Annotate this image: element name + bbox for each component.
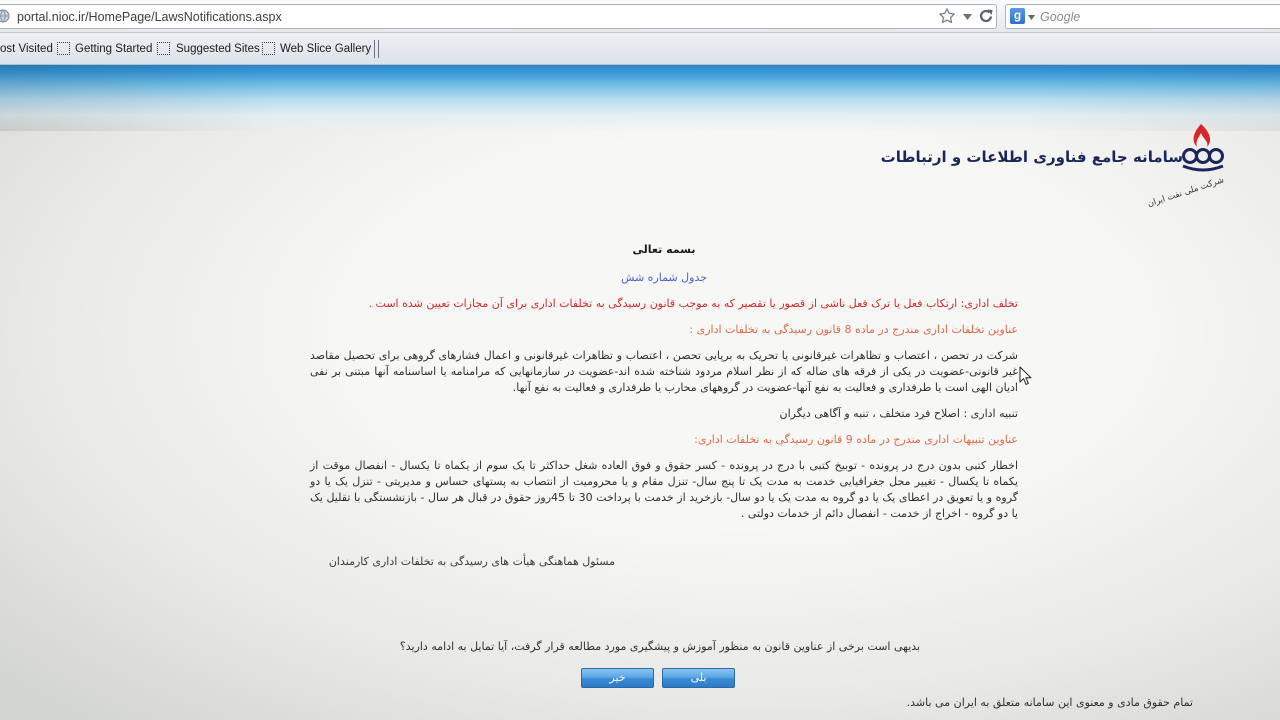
url-input[interactable]: [17, 5, 917, 28]
bookmark-label: ost Visited: [0, 43, 53, 55]
bookmark-label: Web Slice Gallery: [280, 43, 372, 55]
toolbar-separator: [374, 40, 379, 58]
bookmarks-toolbar: [0, 33, 1280, 65]
table-title: جدول شماره شش: [620, 271, 708, 284]
mouse-pointer-icon: [1019, 366, 1032, 386]
bookmark-label: Suggested Sites: [176, 43, 260, 55]
page-icon: [157, 42, 170, 55]
bookmark-label: Getting Started: [75, 43, 153, 55]
address-bar[interactable]: [0, 4, 997, 29]
star-icon[interactable]: [938, 7, 956, 25]
bookmark-most-visited[interactable]: [0, 41, 54, 57]
violations-heading: عناوین تخلفات اداری مندرج در ماده 8 قانون رسیدگی به تخلفات اداری :: [689, 323, 1018, 336]
nioc-flame-icon: [1180, 122, 1226, 178]
globe-icon: [0, 9, 10, 23]
laws-notice: [310, 242, 1018, 522]
punishments-heading: عناوین تنبیهات اداری مندرج در ماده 9 قانون رسیدگی به تخلفات اداری:: [694, 433, 1018, 446]
copyright-footer: تمام حقوق مادی و معنوی این سامانه متعلق به ایران می باشد.: [906, 696, 1193, 709]
yes-button[interactable]: بلی: [662, 668, 735, 688]
punishment-definition: تنبیه اداری : اصلاح فرد متخلف ، تنبه و آگاهی دیگران: [779, 407, 1018, 420]
search-bar[interactable]: [1005, 4, 1280, 29]
chevron-down-icon[interactable]: [963, 14, 972, 20]
navigation-toolbar: [0, 0, 1280, 33]
invocation-text: بسمه تعالی: [632, 243, 696, 256]
reload-icon[interactable]: [978, 8, 994, 24]
header-banner: [0, 65, 1280, 131]
chevron-down-icon[interactable]: [1028, 15, 1035, 20]
company-name: شرکت ملی نفت ایران: [1146, 175, 1226, 210]
system-title: سامانه جامع فناوری اطلاعات و ارتباطات: [880, 148, 1183, 166]
continue-question: بدیهی است برخی از عناوین قانون به منظور آموزش و پیشگیری مورد مطالعه قرار گرفت، آیا تمایل به ادامه دارید؟: [399, 640, 921, 653]
punishments-list: اخطار کتبی بدون درج در پرونده - توبیخ کتبی با درج در پرونده - کسر حقوق و فوق العاده شغل حداکثر تا یک سوم از یکماه تا یکسال - انفصال موقت از یکماه تا یکسال - تغییر محل جغرافیایی خدمت به مدت یک تا پنج سال- تنزل مقام و یا محرومیت از انتصاب به پستهای حساس و مدیریتی - تنزل یک یا دو گروه و یا تعویق در اعطای یک یا دو گروه به مدت یک یا دو سال- بازخرید از خدمت با پرداخت 30 تا 45روز حقوق در قبال هر سال - بازنشستگی با تقلیل یک یا دو گروه - اخراج از خدمت - انفصال دائم از خدمات دولتی .: [310, 459, 1018, 520]
bookmark-suggested-sites[interactable]: [157, 41, 260, 57]
search-engine-icon[interactable]: g: [1010, 8, 1025, 24]
violations-list: شرکت در تحصن ، اعتصاب و تظاهرات غیرقانونی یا تحریک به برپایی تحصن ، اعتصاب و تظاهرات غیرقانونی و اعمال فشارهای گروهی برای تحصیل مقاصد غیر قانونی-عضویت در یکی از فرقه های ضاله که از نظر اسلام مردود شناخته شده اند-عضویت در سازمانهایی که مرامنامه یا اساسنامه آنها مبتنی بر نفی ادیان الهی است یا طرفداری و فعالیت به نفع آنها-عضویت در گروههای محارب یا طرفداری و فعالیت به نفع آنها.: [310, 349, 1018, 394]
bookmark-getting-started[interactable]: [57, 41, 153, 57]
search-input[interactable]: [1040, 5, 1275, 28]
bookmark-web-slice-gallery[interactable]: [262, 41, 372, 57]
no-button[interactable]: خیر: [581, 668, 654, 688]
violation-definition: تخلف اداری: ارتکاب فعل یا ترک فعل ناشی از قصور یا تقصیر که به موجب قانون رسیدگی به تخلفات اداری برای آن مجازات تعیین شده است .: [368, 297, 1018, 310]
page-icon: [57, 42, 70, 55]
signature-text: مسئول هماهنگی هیأت های رسیدگی به تخلفات اداری کارمندان: [328, 555, 615, 568]
page-icon: [262, 42, 275, 55]
